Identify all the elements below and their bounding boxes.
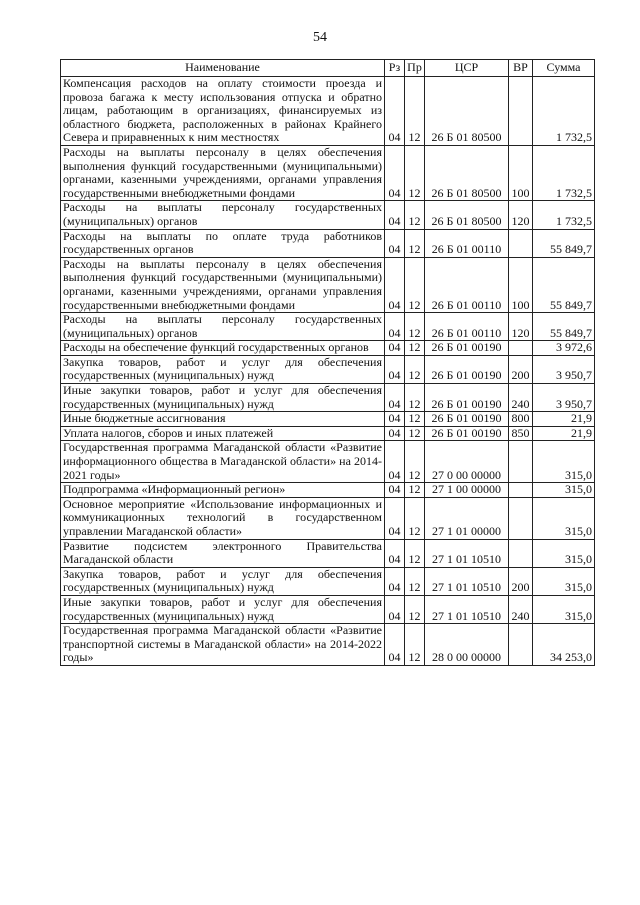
row-name: Расходы на выплаты персоналу в целях обеспечения выполнения функций государственными (муниципальными) органами, казенными учреждениями, органами управления государственными внебюджетными фондами — [61, 257, 385, 312]
row-name: Иные закупки товаров, работ и услуг для обеспечения государственных (муниципальных) нужд — [61, 384, 385, 412]
table-row — [61, 539, 595, 567]
row-pr: 12 — [405, 145, 425, 200]
row-vr — [509, 77, 533, 146]
row-pr: 12 — [405, 77, 425, 146]
header-vr: ВР — [509, 60, 533, 77]
row-rz: 04 — [385, 201, 405, 229]
table-row — [61, 229, 595, 257]
table-row — [61, 595, 595, 623]
row-csr: 26 Б 01 00190 — [425, 426, 509, 441]
table-row — [61, 441, 595, 483]
row-vr: 200 — [509, 567, 533, 595]
row-pr: 12 — [405, 355, 425, 383]
row-vr — [509, 229, 533, 257]
row-pr: 12 — [405, 595, 425, 623]
table-row — [61, 341, 595, 356]
row-name: Закупка товаров, работ и услуг для обеспечения государственных (муниципальных) нужд — [61, 567, 385, 595]
row-rz: 04 — [385, 412, 405, 427]
row-pr: 12 — [405, 341, 425, 356]
row-name: Государственная программа Магаданской области «Развитие информационного общества в Магаданской области» на 2014-2021 годы» — [61, 441, 385, 483]
row-vr — [509, 441, 533, 483]
row-pr: 12 — [405, 567, 425, 595]
row-name: Расходы на обеспечение функций государственных органов — [61, 341, 385, 356]
row-sum: 1 732,5 — [533, 201, 595, 229]
row-name: Расходы на выплаты персоналу в целях обеспечения выполнения функций государственными (муниципальными) органами, казенными учреждениями, органами управления государственными внебюджетными фондами — [61, 145, 385, 200]
table-row — [61, 624, 595, 666]
row-pr: 12 — [405, 313, 425, 341]
row-vr: 100 — [509, 257, 533, 312]
row-sum: 315,0 — [533, 483, 595, 498]
row-csr: 26 Б 01 00110 — [425, 257, 509, 312]
row-pr: 12 — [405, 201, 425, 229]
row-name: Уплата налогов, сборов и иных платежей — [61, 426, 385, 441]
header-rz: Рз — [385, 60, 405, 77]
header-row — [61, 60, 595, 77]
table-row — [61, 567, 595, 595]
row-csr: 26 Б 01 00190 — [425, 412, 509, 427]
row-csr: 27 1 01 10510 — [425, 595, 509, 623]
row-rz: 04 — [385, 145, 405, 200]
table-row — [61, 313, 595, 341]
row-vr: 850 — [509, 426, 533, 441]
row-csr: 26 Б 01 00110 — [425, 229, 509, 257]
row-pr: 12 — [405, 441, 425, 483]
table-row — [61, 483, 595, 498]
row-sum: 3 950,7 — [533, 355, 595, 383]
row-rz: 04 — [385, 483, 405, 498]
row-rz: 04 — [385, 229, 405, 257]
table-row — [61, 426, 595, 441]
row-csr: 26 Б 01 00190 — [425, 355, 509, 383]
row-name: Иные закупки товаров, работ и услуг для обеспечения государственных (муниципальных) нужд — [61, 595, 385, 623]
page-number: 54 — [313, 30, 327, 45]
row-csr: 26 Б 01 00190 — [425, 384, 509, 412]
row-name: Компенсация расходов на оплату стоимости проезда и провоза багажа к месту использования отпуска и обратно лицам, работающим в организациях, финансируемых из областного бюджета, расположенных в районах Крайнего Севера и приравненных к ним местностях — [61, 77, 385, 146]
row-sum: 1 732,5 — [533, 145, 595, 200]
row-name: Подпрограмма «Информационный регион» — [61, 483, 385, 498]
header-pr: Пр — [405, 60, 425, 77]
row-name: Расходы на выплаты по оплате труда работников государственных органов — [61, 229, 385, 257]
row-sum: 315,0 — [533, 539, 595, 567]
row-rz: 04 — [385, 384, 405, 412]
row-vr — [509, 341, 533, 356]
row-sum: 1 732,5 — [533, 77, 595, 146]
row-vr: 200 — [509, 355, 533, 383]
row-sum: 55 849,7 — [533, 257, 595, 312]
table-row — [61, 497, 595, 539]
row-pr: 12 — [405, 483, 425, 498]
row-rz: 04 — [385, 624, 405, 666]
row-csr: 26 Б 01 00110 — [425, 313, 509, 341]
row-name: Закупка товаров, работ и услуг для обеспечения государственных (муниципальных) нужд — [61, 355, 385, 383]
row-csr: 27 1 01 00000 — [425, 497, 509, 539]
row-csr: 27 0 00 00000 — [425, 441, 509, 483]
row-csr: 28 0 00 00000 — [425, 624, 509, 666]
row-vr — [509, 483, 533, 498]
table-row — [61, 355, 595, 383]
row-rz: 04 — [385, 497, 405, 539]
row-name: Развитие подсистем электронного Правительства Магаданской области — [61, 539, 385, 567]
row-vr: 240 — [509, 384, 533, 412]
row-csr: 27 1 00 00000 — [425, 483, 509, 498]
row-vr: 100 — [509, 145, 533, 200]
table-row — [61, 412, 595, 427]
table-row — [61, 77, 595, 146]
row-rz: 04 — [385, 595, 405, 623]
row-sum: 21,9 — [533, 426, 595, 441]
row-pr: 12 — [405, 539, 425, 567]
row-sum: 3 950,7 — [533, 384, 595, 412]
header-csr: ЦСР — [425, 60, 509, 77]
row-pr: 12 — [405, 426, 425, 441]
row-pr: 12 — [405, 257, 425, 312]
row-rz: 04 — [385, 539, 405, 567]
row-name: Расходы на выплаты персоналу государственных (муниципальных) органов — [61, 313, 385, 341]
row-name: Основное мероприятие «Использование информационных и коммуникационных технологий в государственном управлении Магаданской области» — [61, 497, 385, 539]
row-vr: 120 — [509, 313, 533, 341]
row-name: Иные бюджетные ассигнования — [61, 412, 385, 427]
budget-table — [60, 59, 595, 666]
header-sum: Сумма — [533, 60, 595, 77]
row-vr: 800 — [509, 412, 533, 427]
row-sum: 21,9 — [533, 412, 595, 427]
row-rz: 04 — [385, 355, 405, 383]
row-sum: 34 253,0 — [533, 624, 595, 666]
row-csr: 26 Б 01 80500 — [425, 145, 509, 200]
row-csr: 27 1 01 10510 — [425, 567, 509, 595]
row-pr: 12 — [405, 497, 425, 539]
row-sum: 315,0 — [533, 497, 595, 539]
table-row — [61, 201, 595, 229]
row-rz: 04 — [385, 313, 405, 341]
row-rz: 04 — [385, 77, 405, 146]
row-pr: 12 — [405, 384, 425, 412]
row-csr: 26 Б 01 80500 — [425, 77, 509, 146]
header-name: Наименование — [61, 60, 385, 77]
row-rz: 04 — [385, 341, 405, 356]
row-rz: 04 — [385, 567, 405, 595]
row-rz: 04 — [385, 441, 405, 483]
row-sum: 315,0 — [533, 441, 595, 483]
row-vr — [509, 539, 533, 567]
row-vr: 240 — [509, 595, 533, 623]
row-csr: 27 1 01 10510 — [425, 539, 509, 567]
row-vr — [509, 497, 533, 539]
row-pr: 12 — [405, 229, 425, 257]
row-pr: 12 — [405, 624, 425, 666]
table-row — [61, 384, 595, 412]
row-csr: 26 Б 01 00190 — [425, 341, 509, 356]
row-sum: 315,0 — [533, 567, 595, 595]
row-name: Государственная программа Магаданской области «Развитие транспортной системы в Магаданской области» на 2014-2022 годы» — [61, 624, 385, 666]
row-csr: 26 Б 01 80500 — [425, 201, 509, 229]
table-row — [61, 145, 595, 200]
row-rz: 04 — [385, 426, 405, 441]
row-sum: 55 849,7 — [533, 229, 595, 257]
row-sum: 55 849,7 — [533, 313, 595, 341]
table-row — [61, 257, 595, 312]
row-pr: 12 — [405, 412, 425, 427]
row-rz: 04 — [385, 257, 405, 312]
row-sum: 315,0 — [533, 595, 595, 623]
row-vr: 120 — [509, 201, 533, 229]
row-vr — [509, 624, 533, 666]
row-name: Расходы на выплаты персоналу государственных (муниципальных) органов — [61, 201, 385, 229]
row-sum: 3 972,6 — [533, 341, 595, 356]
